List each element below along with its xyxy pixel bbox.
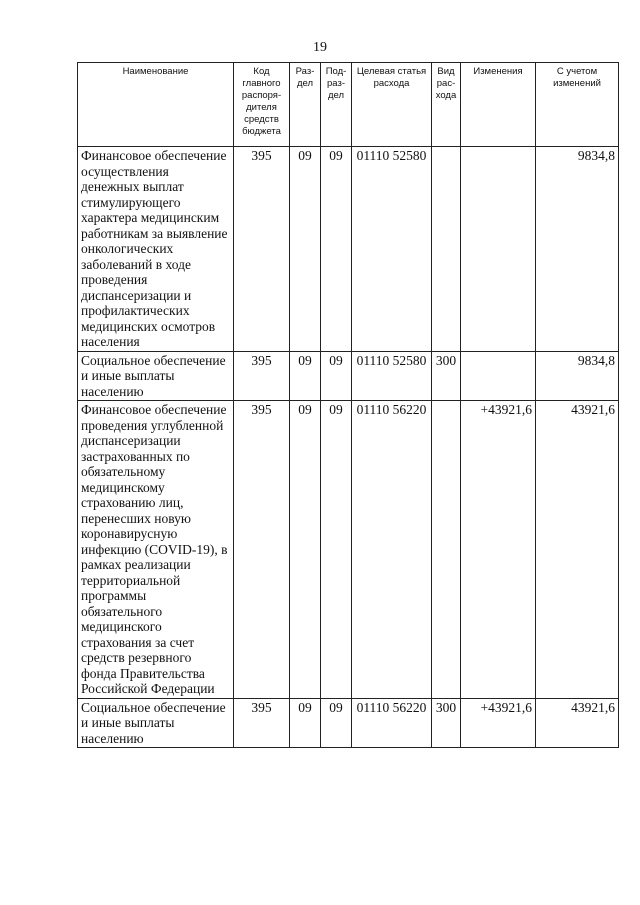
row-name: Социальное обеспечение и иные выплаты населению <box>78 351 234 401</box>
table-row <box>78 401 619 699</box>
table-row <box>78 147 619 352</box>
row-subsection: 09 <box>321 147 352 352</box>
row-type <box>432 147 461 352</box>
row-type <box>432 401 461 699</box>
row-subsection: 09 <box>321 351 352 401</box>
header-target: Целевая статья расхода <box>352 63 432 147</box>
row-type: 300 <box>432 351 461 401</box>
row-name: Финансовое обеспечение осуществления денежных выплат стимулирующего характера медицинским работникам за выявление онкологических заболеваний в ходе проведения диспансеризации и профилактических медицинских осмотров населения <box>78 147 234 352</box>
budget-table <box>77 62 619 748</box>
row-name: Финансовое обеспечение проведения углубленной диспансеризации застрахованных по обязательному медицинскому страхованию лиц, перенесших новую коронавирусную инфекцию (COVID-19), в рамках реализации территориальной программы обязательного медицинского страхования за счет средств резервного фонда Правительства Российской Федерации <box>78 401 234 699</box>
header-code: Код главного распоря-дителя средств бюджета <box>234 63 290 147</box>
row-code: 395 <box>234 351 290 401</box>
row-code: 395 <box>234 147 290 352</box>
table-row <box>78 698 619 748</box>
row-changes <box>461 351 536 401</box>
header-type: Вид рас-хода <box>432 63 461 147</box>
header-name: Наименование <box>78 63 234 147</box>
header-row <box>78 63 619 147</box>
header-subsection: Под-раз-дел <box>321 63 352 147</box>
row-target: 01110 56220 <box>352 698 432 748</box>
row-section: 09 <box>290 401 321 699</box>
row-name: Социальное обеспечение и иные выплаты населению <box>78 698 234 748</box>
row-target: 01110 52580 <box>352 351 432 401</box>
table-row <box>78 351 619 401</box>
row-changes: +43921,6 <box>461 698 536 748</box>
row-section: 09 <box>290 698 321 748</box>
row-changes: +43921,6 <box>461 401 536 699</box>
row-total: 9834,8 <box>536 147 619 352</box>
header-section: Раз-дел <box>290 63 321 147</box>
row-section: 09 <box>290 147 321 352</box>
row-type: 300 <box>432 698 461 748</box>
header-total: С учетом изменений <box>536 63 619 147</box>
row-total: 43921,6 <box>536 698 619 748</box>
page-number: 19 <box>313 40 327 55</box>
row-total: 9834,8 <box>536 351 619 401</box>
row-section: 09 <box>290 351 321 401</box>
row-subsection: 09 <box>321 401 352 699</box>
row-target: 01110 52580 <box>352 147 432 352</box>
row-target: 01110 56220 <box>352 401 432 699</box>
row-changes <box>461 147 536 352</box>
row-code: 395 <box>234 401 290 699</box>
row-subsection: 09 <box>321 698 352 748</box>
header-changes: Изменения <box>461 63 536 147</box>
row-code: 395 <box>234 698 290 748</box>
row-total: 43921,6 <box>536 401 619 699</box>
